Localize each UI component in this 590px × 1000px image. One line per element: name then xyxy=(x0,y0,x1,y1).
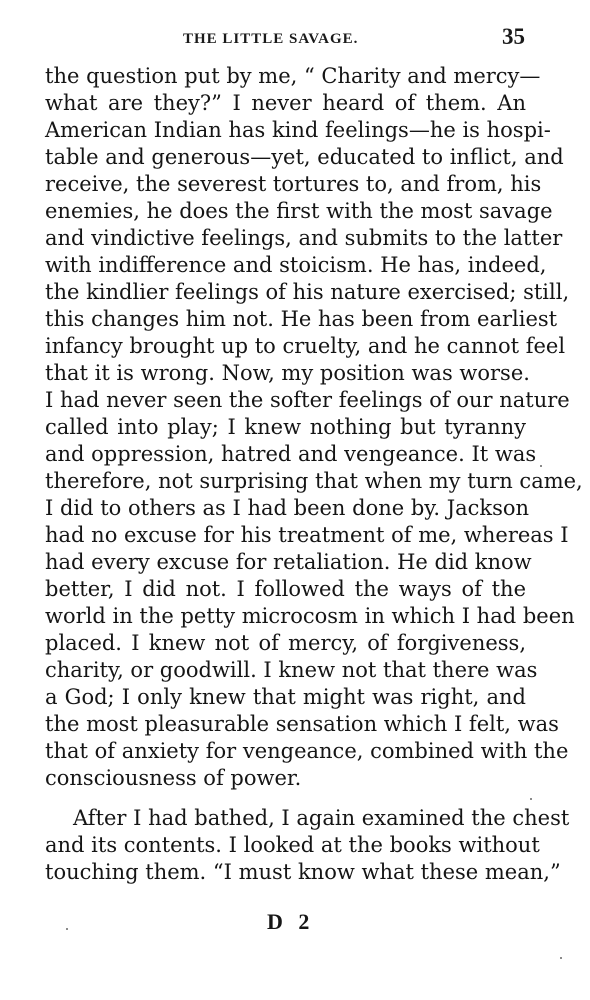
text-line-26: that of anxiety for vengeance, combined with the xyxy=(45,739,569,763)
paper-speck xyxy=(530,798,532,800)
text-line-29: and its contents. I looked at the books without xyxy=(45,833,540,857)
text-line-17: I did to others as I had been done by. Jackson xyxy=(45,496,530,520)
text-line-15: and oppression, hatred and vengeance. It was xyxy=(45,442,537,466)
text-line-22: placed. I knew not of mercy, of forgiveness, xyxy=(45,631,526,655)
paper-speck xyxy=(560,957,562,959)
text-line-12: that it is wrong. Now, my position was worse. xyxy=(45,361,530,385)
paper-speck xyxy=(66,928,68,930)
text-line-18: had no excuse for his treatment of me, whereas I xyxy=(45,523,569,547)
text-line-20: better, I did not. I followed the ways of the xyxy=(45,577,526,601)
text-line-9: the kindlier feelings of his nature exercised; still, xyxy=(45,280,570,304)
text-line-1: the question put by me, “ Charity and mercy— xyxy=(45,64,541,88)
text-line-5: receive, the severest tortures to, and from, his xyxy=(45,172,542,196)
text-line-4: table and generous—yet, educated to inflict, and xyxy=(45,145,564,169)
page-text xyxy=(45,63,583,886)
text-line-11: infancy brought up to cruelty, and he cannot feel xyxy=(45,334,566,358)
text-line-6: enemies, he does the first with the most savage xyxy=(45,199,553,223)
paper-speck xyxy=(540,465,542,467)
page-number: 35 xyxy=(502,24,525,49)
text-line-30: touching them. “I must know what these mean,” xyxy=(45,860,561,884)
signature-mark: D 2 xyxy=(267,909,315,934)
text-line-2: what are they?” I never heard of them. An xyxy=(45,91,526,115)
text-line-7: and vindictive feelings, and submits to the latter xyxy=(45,226,563,250)
text-line-13: I had never seen the softer feelings of our nature xyxy=(45,388,570,412)
text-line-25: the most pleasurable sensation which I felt, was xyxy=(45,712,559,736)
text-line-28: After I had bathed, I again examined the chest xyxy=(73,806,570,830)
running-title: THE LITTLE SAVAGE. xyxy=(183,31,359,47)
paragraph-gap xyxy=(45,792,526,805)
text-line-24: a God; I only knew that might was right, and xyxy=(45,685,526,709)
text-line-19: had every excuse for retaliation. He did know xyxy=(45,550,532,574)
running-head xyxy=(47,22,525,54)
text-line-27: consciousness of power. xyxy=(45,766,302,790)
text-line-16: therefore, not surprising that when my turn came, xyxy=(45,469,583,493)
text-line-21: world in the petty microcosm in which I had been xyxy=(45,604,575,628)
text-line-23: charity, or goodwill. I knew not that there was xyxy=(45,658,538,682)
text-line-3: American Indian has kind feelings—he is hospi- xyxy=(45,118,551,142)
text-line-10: this changes him not. He has been from earliest xyxy=(45,307,558,331)
text-line-14: called into play; I knew nothing but tyranny xyxy=(45,415,526,439)
text-line-8: with indifference and stoicism. He has, indeed, xyxy=(45,253,547,277)
